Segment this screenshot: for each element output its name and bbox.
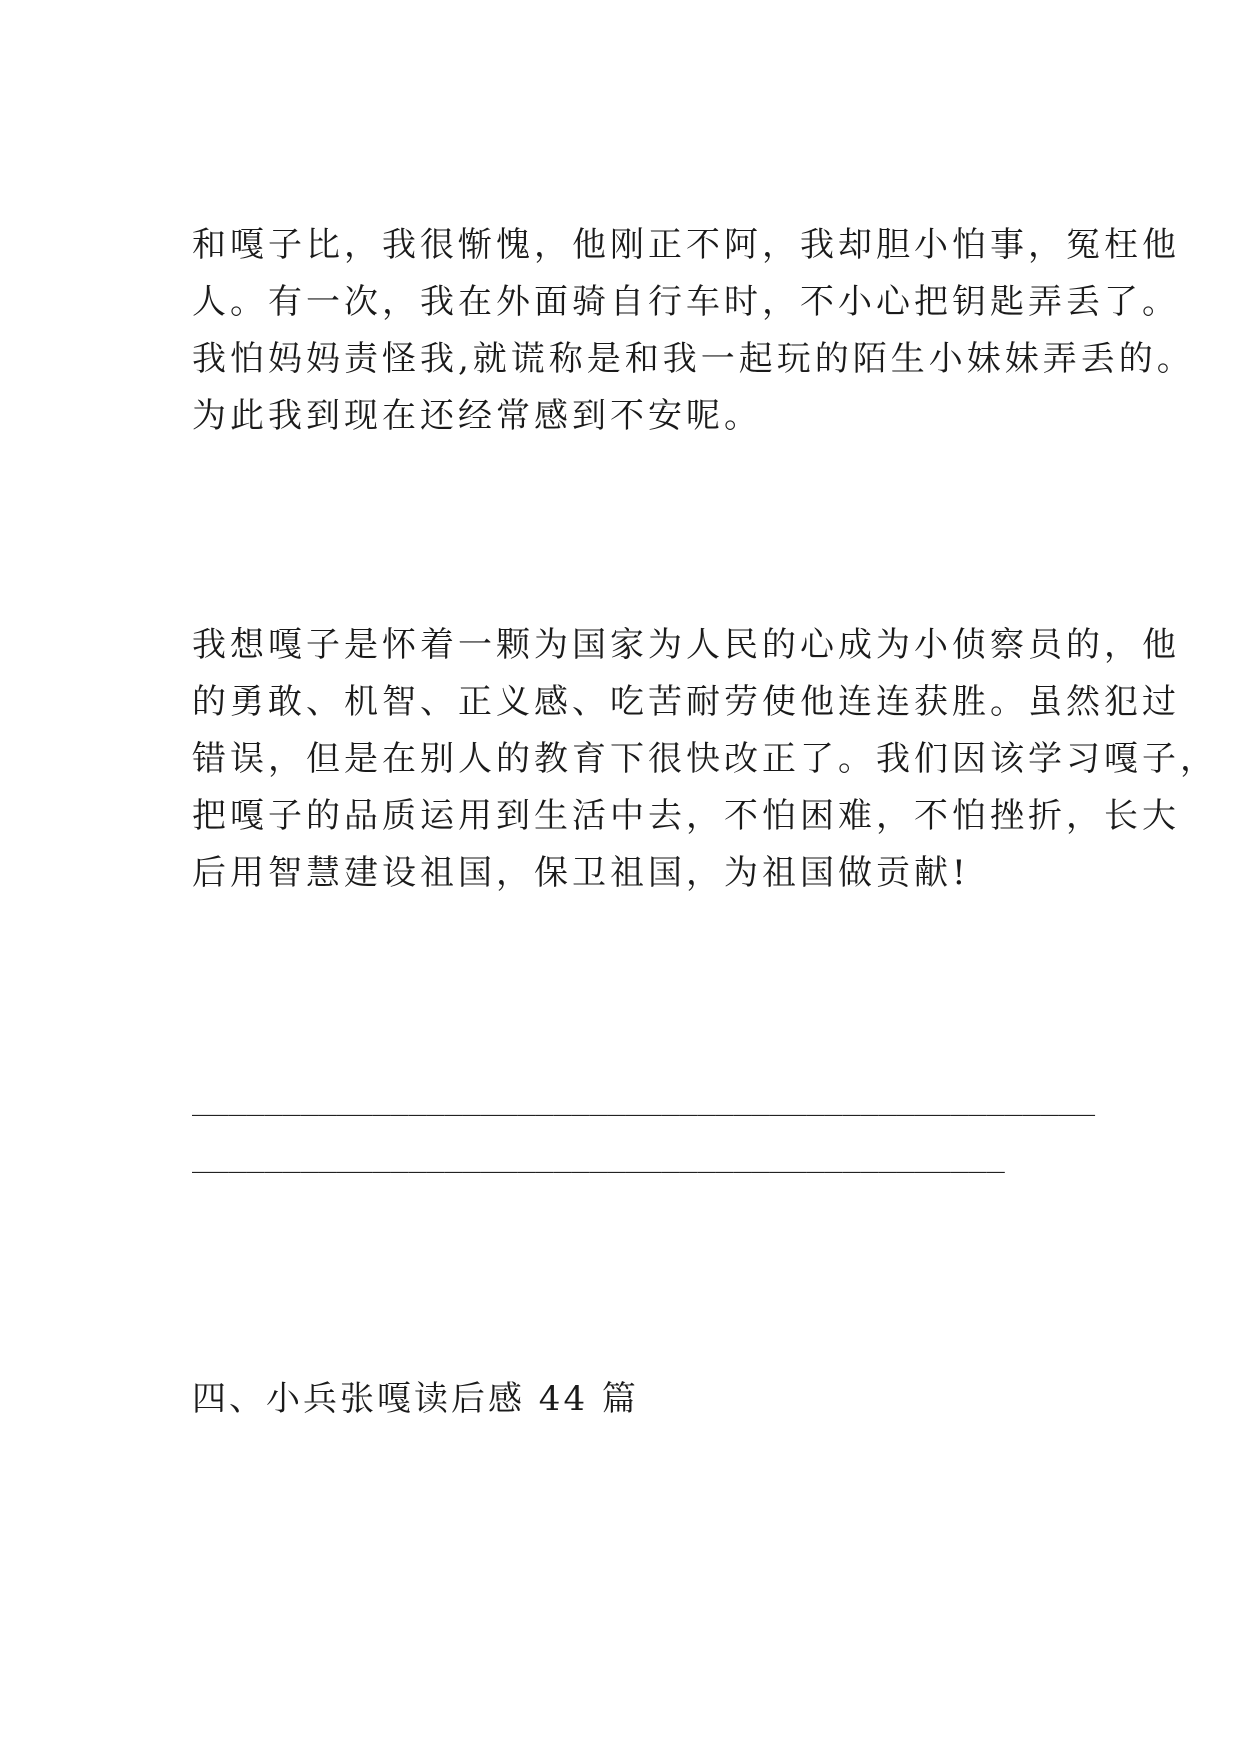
paragraph-line: 人。有一次，我在外面骑自行车时，不小心把钥匙弄丢了。: [192, 282, 1180, 322]
paragraph-line: 的勇敢、机智、正义感、吃苦耐劳使他连连获胜。虽然犯过: [192, 682, 1180, 722]
separator-line: __________________________________________________: [192, 1082, 1096, 1117]
paragraph-line: 为此我到现在还经常感到不安呢。: [192, 396, 762, 436]
paragraph-line: 错误，但是在别人的教育下很快改正了。我们因该学习嘎子，: [192, 739, 1218, 779]
separator-line: _____________________________________________: [192, 1139, 1005, 1174]
paragraph-line: 和嘎子比，我很惭愧，他刚正不阿，我却胆小怕事，冤枉他: [192, 225, 1180, 265]
section-heading: 四、小兵张嘎读后感 44 篇: [192, 1379, 639, 1419]
paragraph-line: 后用智慧建设祖国，保卫祖国，为祖国做贡献!: [192, 853, 970, 893]
paragraph-line: 我想嘎子是怀着一颗为国家为人民的心成为小侦察员的，他: [192, 625, 1180, 665]
paragraph-line: 我怕妈妈责怪我,就谎称是和我一起玩的陌生小妹妹弄丢的。: [192, 339, 1195, 379]
paragraph-line: 把嘎子的品质运用到生活中去，不怕困难，不怕挫折，长大: [192, 796, 1180, 836]
